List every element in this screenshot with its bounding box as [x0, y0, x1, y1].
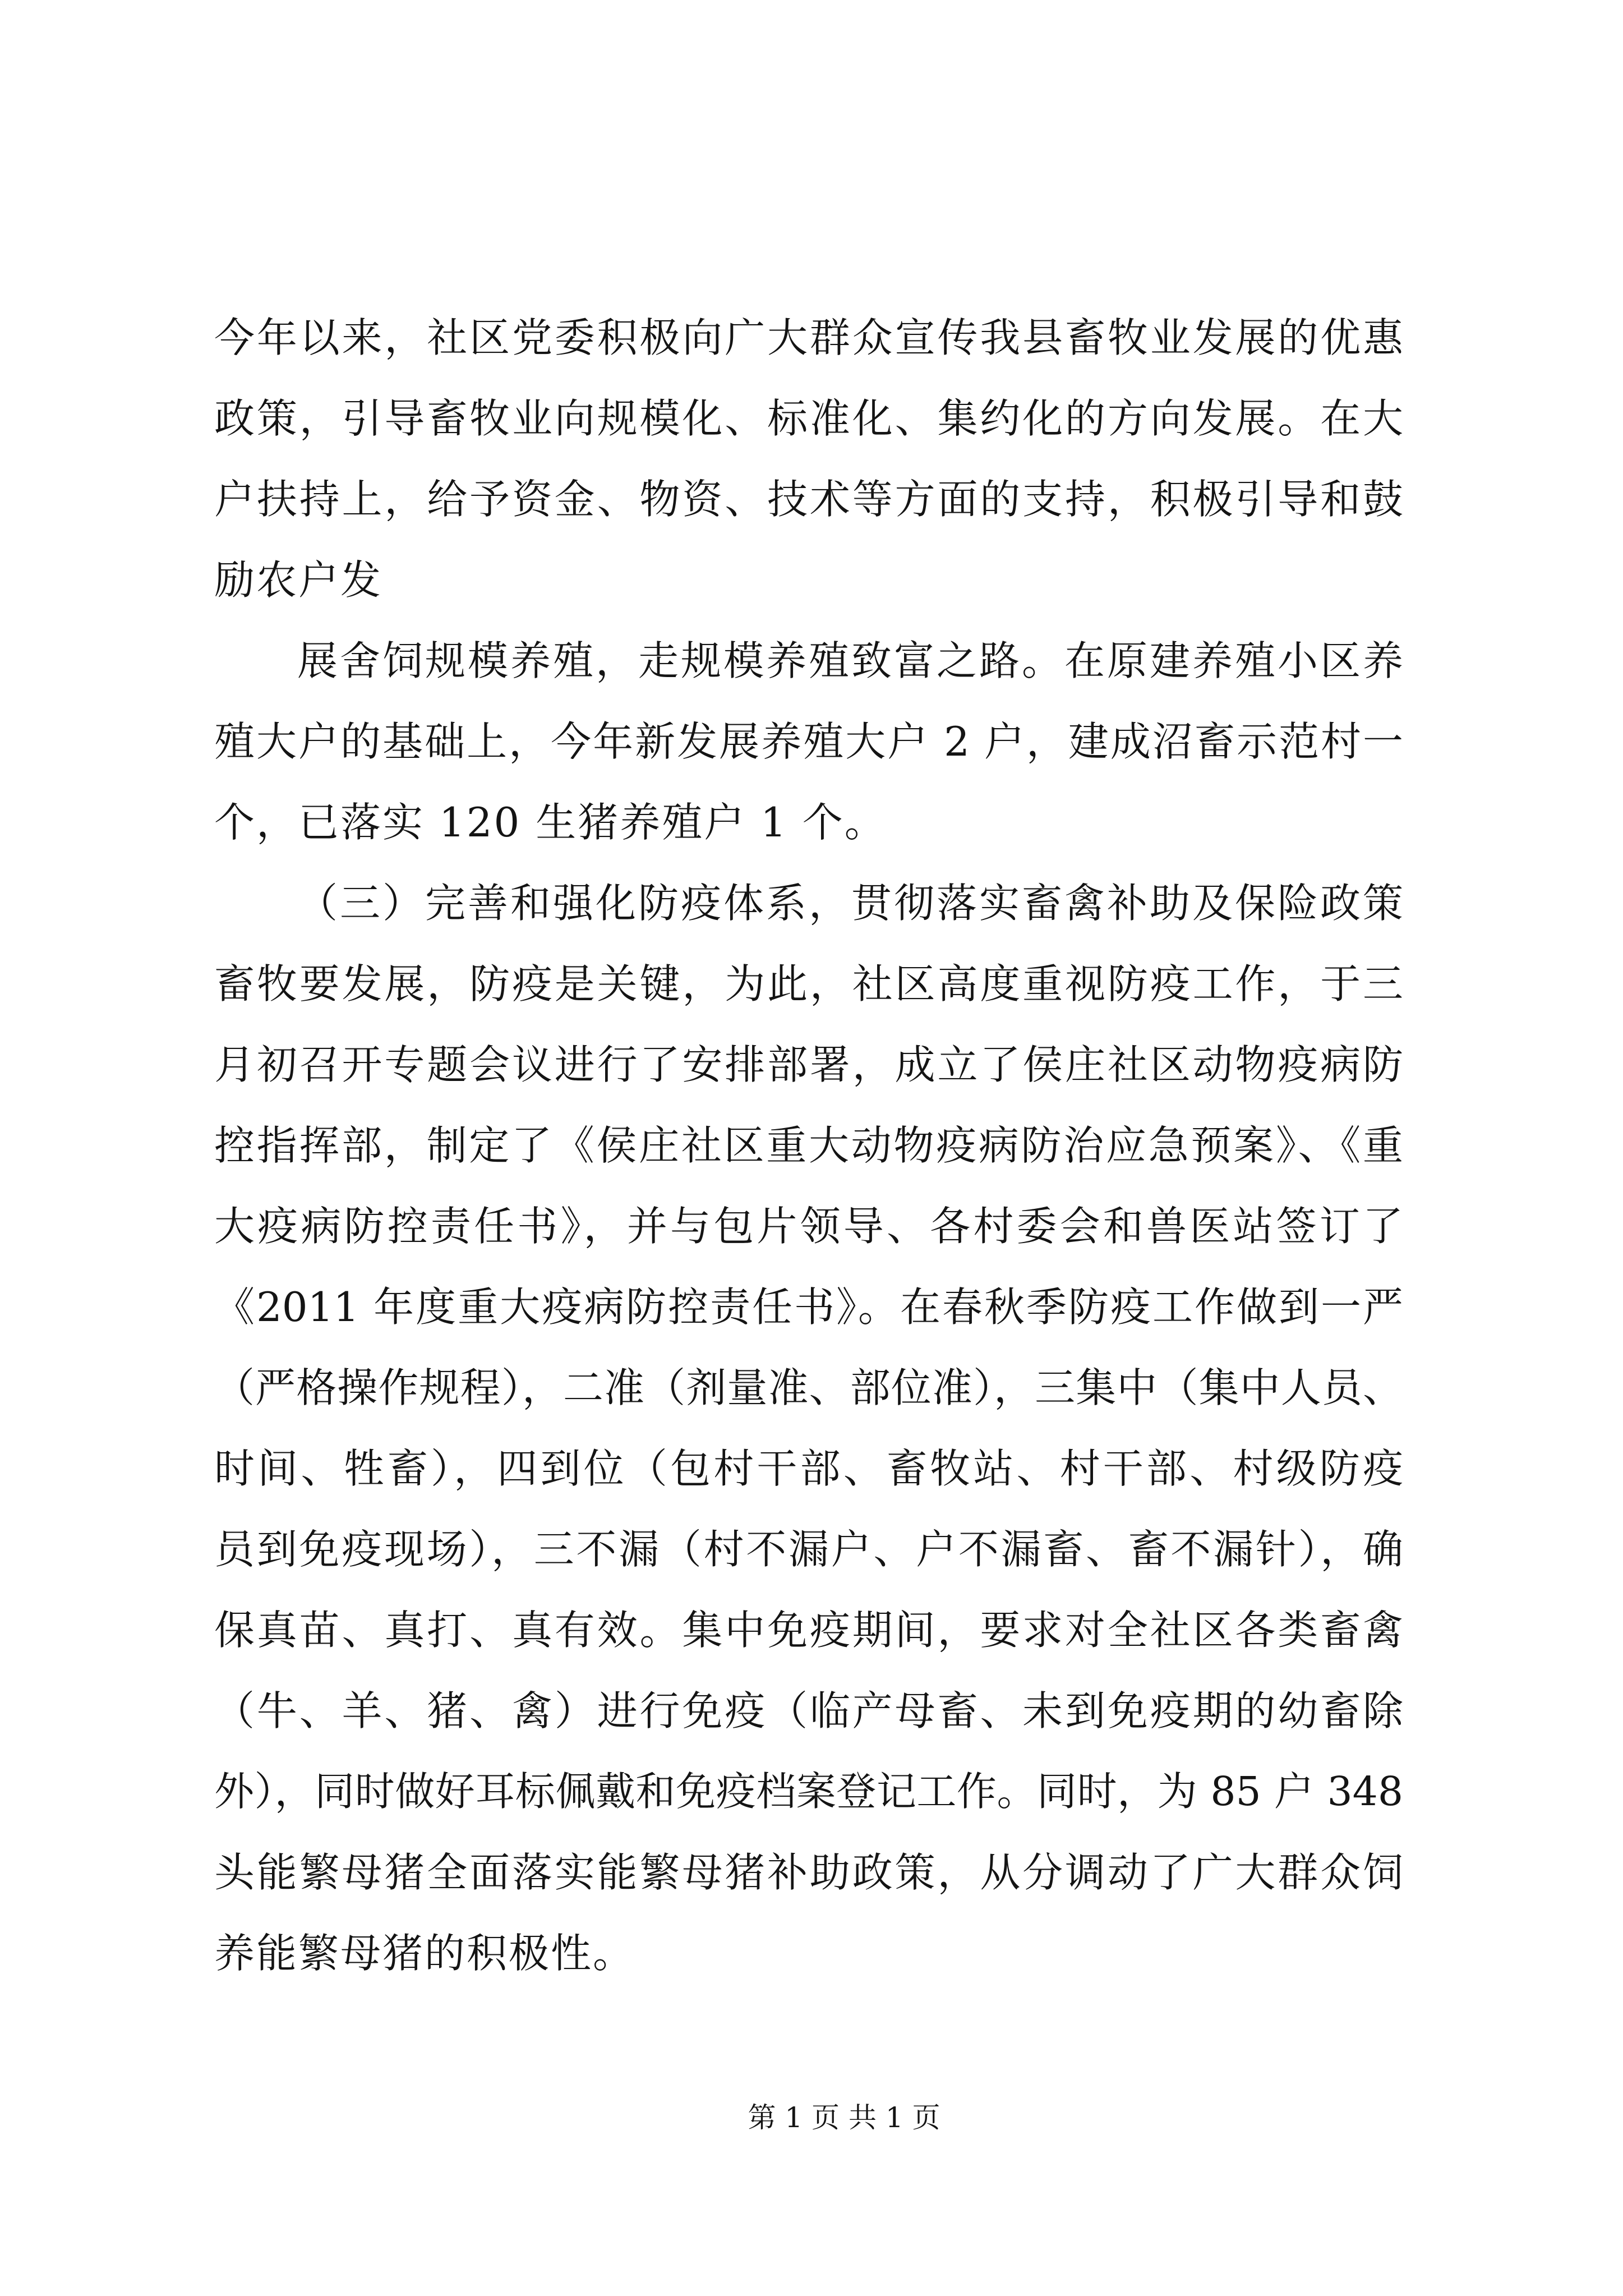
text-line: （严格操作规程），二准（剂量准、部位准），三集中（集中人员、	[214, 1364, 1403, 1411]
text-line: 《2011 年度重大疫病防控责任书》。在春秋季防疫工作做到一严	[214, 1283, 1403, 1331]
text-line: 控指挥部，制定了《侯庄社区重大动物疫病防治应急预案》、《重	[214, 1122, 1403, 1169]
text-line: 外），同时做好耳标佩戴和免疫档案登记工作。同时，为 85 户 348	[214, 1768, 1403, 1815]
text-line: 员到免疫现场），三不漏（村不漏户、户不漏畜、畜不漏针），确	[214, 1526, 1403, 1573]
text-line: 时间、牲畜），四到位（包村干部、畜牧站、村干部、村级防疫	[214, 1445, 1403, 1492]
text-line: 养能繁母猪的积极性。	[214, 1930, 635, 1977]
section-heading-line: （三）完善和强化防疫体系，贯彻落实畜禽补助及保险政策	[297, 880, 1403, 927]
text-line: 保真苗、真打、真有效。集中免疫期间，要求对全社区各类畜禽	[214, 1607, 1403, 1654]
text-line: 畜牧要发展，防疫是关键，为此，社区高度重视防疫工作，于三	[214, 960, 1403, 1007]
text-line: （牛、羊、猪、禽）进行免疫（临产母畜、未到免疫期的幼畜除	[214, 1687, 1403, 1734]
text-line: 户扶持上，给予资金、物资、技术等方面的支持，积极引导和鼓	[214, 476, 1403, 523]
page-footer: 第 1 页 共 1 页	[748, 2101, 940, 2134]
text-line: 大疫病防控责任书》，并与包片领导、各村委会和兽医站签订了	[214, 1203, 1403, 1250]
text-line: 个，已落实 120 生猪养殖户 1 个。	[214, 799, 887, 846]
text-line: 今年以来，社区党委积极向广大群众宣传我县畜牧业发展的优惠	[214, 314, 1403, 361]
text-line: 展舍饲规模养殖，走规模养殖致富之路。在原建养殖小区养	[297, 637, 1403, 684]
text-line: 月初召开专题会议进行了安排部署，成立了侯庄社区动物疫病防	[214, 1041, 1403, 1088]
body-text	[214, 297, 1403, 1994]
text-line: 励农户发	[214, 556, 383, 604]
text-line: 殖大户的基础上，今年新发展养殖大户 2 户，建成沼畜示范村一	[214, 718, 1403, 765]
text-line: 政策，引导畜牧业向规模化、标准化、集约化的方向发展。在大	[214, 395, 1403, 442]
text-line: 头能繁母猪全面落实能繁母猪补助政策，从分调动了广大群众饲	[214, 1849, 1403, 1896]
